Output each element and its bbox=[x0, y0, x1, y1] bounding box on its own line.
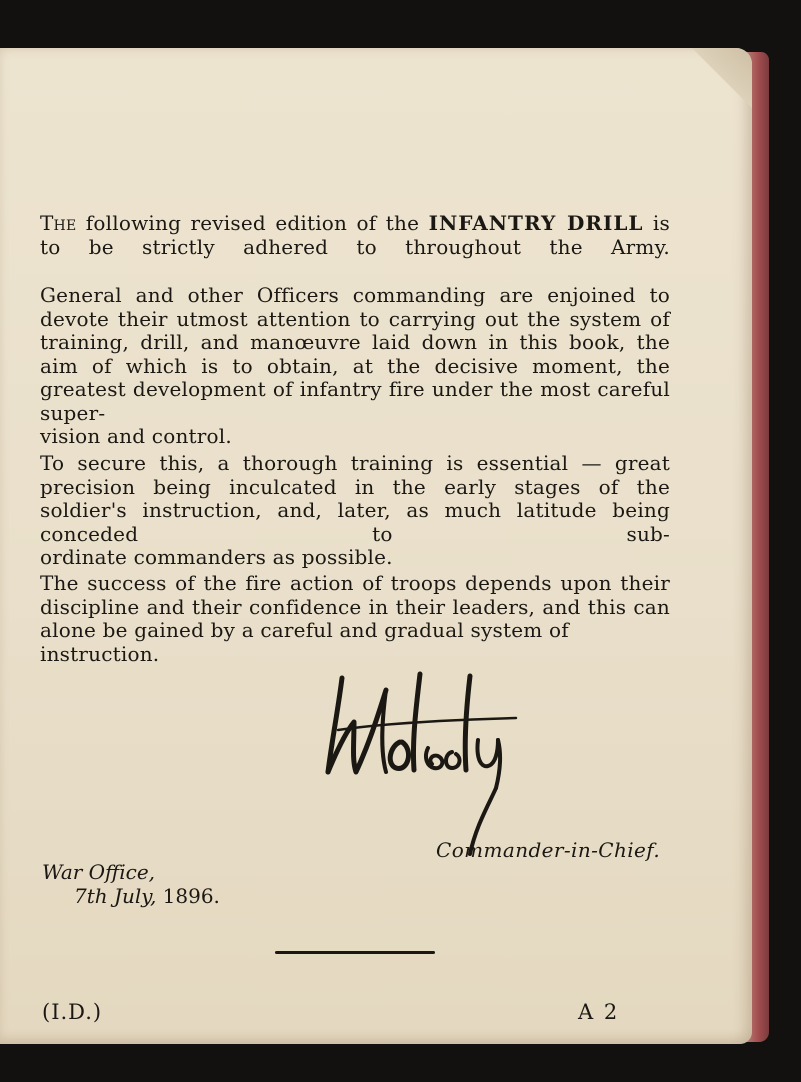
divider-rule bbox=[275, 951, 435, 954]
paragraph-intro bbox=[40, 212, 670, 259]
paragraph-last-line: vision and control. bbox=[40, 424, 232, 448]
paragraph-text: The success of the fire action of troops depends upon their discipline and their confidence in their leaders, and this can bbox=[40, 571, 670, 619]
drill-title: INFANTRY DRILL bbox=[428, 211, 644, 235]
paragraph-text: following revised edition of the bbox=[76, 211, 429, 235]
paragraph-training bbox=[40, 452, 670, 570]
paragraph-text: General and other Officers commanding are enjoined to devote their utmost attention to carrying out the system of training, drill, and manœuvre laid down in this book, the aim of which is to obtain, at the decisive moment, the greatest development of infantry fire under the most careful super- bbox=[40, 283, 670, 425]
folded-corner bbox=[682, 48, 752, 110]
date-line bbox=[74, 884, 220, 908]
war-office-label: War Office, bbox=[42, 860, 156, 884]
signature-title: Commander-in-Chief. bbox=[436, 838, 661, 862]
footer-id-mark: (I.D.) bbox=[42, 1000, 103, 1024]
date-year: 1896. bbox=[156, 884, 220, 908]
book-page bbox=[0, 48, 752, 1044]
paragraph-text: is to be strictly adhered to throughout the Army. bbox=[40, 211, 670, 259]
paragraph-lead-word: The bbox=[40, 211, 77, 235]
date-day: 7th July, bbox=[74, 884, 157, 908]
paragraph-text: To secure this, a thorough training is essential — great precision being inculcated in the early stages of the soldier's instruction, and, later, as much latitude being conceded to sub- bbox=[40, 451, 670, 546]
paragraph-last-line: alone be gained by a careful and gradual system of instruction. bbox=[40, 618, 569, 666]
paragraph-last-line: ordinate commanders as possible. bbox=[40, 545, 393, 569]
paragraph-discipline bbox=[40, 572, 670, 666]
footer-signature-mark: A 2 bbox=[578, 1000, 620, 1024]
paragraph-officers bbox=[40, 284, 670, 449]
